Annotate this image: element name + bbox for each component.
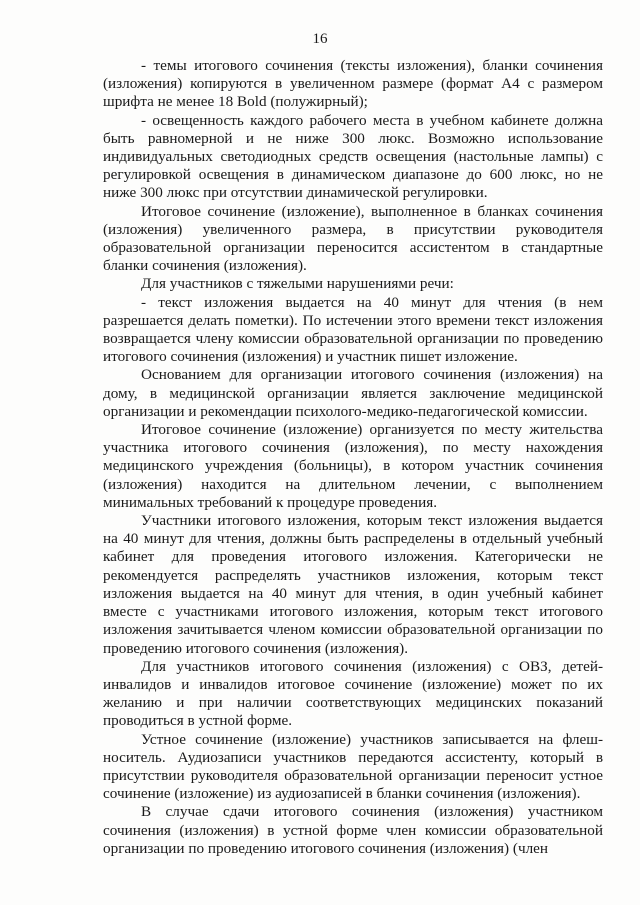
paragraph: - темы итогового сочинения (тексты изложения), бланки сочинения (изложения) копируются в увеличенном размере (формат А4 с размером шрифта не менее 18 Bold (полужирный); xyxy=(103,57,603,111)
paragraph: Участники итогового изложения, которым текст изложения выдается на 40 минут для чтения, должны быть распределены в отдельный учебный кабинет для проведения итогового изложения. Категорически не рекомендуется распределять участников изложения, которым текст изложения выдается на 40 минут для чтения, в один учебный кабинет вместе с участниками итогового изложения, которым текст итогового изложения зачитывается членом комиссии образовательной организации по проведению итогового сочинения (изложения). xyxy=(103,512,603,657)
paragraph: - текст изложения выдается на 40 минут для чтения (в нем разрешается делать пометки). По истечении этого времени текст изложения возвращается члену комиссии образовательной организации по проведению итогового сочинения (изложения) и участник пишет изложение. xyxy=(103,293,603,366)
paragraph: Для участников итогового сочинения (изложения) с ОВЗ, детей-инвалидов и инвалидов итоговое сочинение (изложение) может по их желанию и при наличии соответствующих медицинских показаний проводиться в устной форме. xyxy=(103,657,603,730)
paragraph: Итоговое сочинение (изложение), выполненное в бланках сочинения (изложения) увеличенного размера, в присутствии руководителя образовательной организации переносится ассистентом в стандартные бланки сочинения (изложения). xyxy=(103,202,603,275)
paragraph: Основанием для организации итогового сочинения (изложения) на дому, в медицинской организации является заключение медицинской организации и рекомендации психолого-медико-педагогической комиссии. xyxy=(103,366,603,420)
paragraph: Устное сочинение (изложение) участников записывается на флеш-носитель. Аудиозаписи участников передаются ассистенту, который в присутствии руководителя образовательной организации переносит устное сочинение (изложение) из аудиозаписей в бланки сочинения (изложения). xyxy=(103,730,603,803)
paragraph: Итоговое сочинение (изложение) организуется по месту жительства участника итогового сочинения (изложения), по месту нахождения медицинского учреждения (больницы), в котором участник сочинения (изложения) находится на длительном лечении, с выполнением минимальных требований к процедуре проведения. xyxy=(103,421,603,511)
page-number: 16 xyxy=(312,31,328,47)
paragraph: В случае сдачи итогового сочинения (изложения) участником сочинения (изложения) в устной форме член комиссии образовательной организации по проведению итогового сочинения (изложения) (член xyxy=(103,803,603,857)
paragraph: - освещенность каждого рабочего места в учебном кабинете должна быть равномерной и не ниже 300 люкс. Возможно использование индивидуальных светодиодных средств освещения (настольные лампы) с регулировкой освещения в динамическом диапазоне до 600 люкс, но не ниже 300 люкс при отсутствии динамической регулировки. xyxy=(103,111,603,202)
document-body xyxy=(103,57,603,858)
paragraph: Для участников с тяжелыми нарушениями речи: xyxy=(141,275,454,293)
